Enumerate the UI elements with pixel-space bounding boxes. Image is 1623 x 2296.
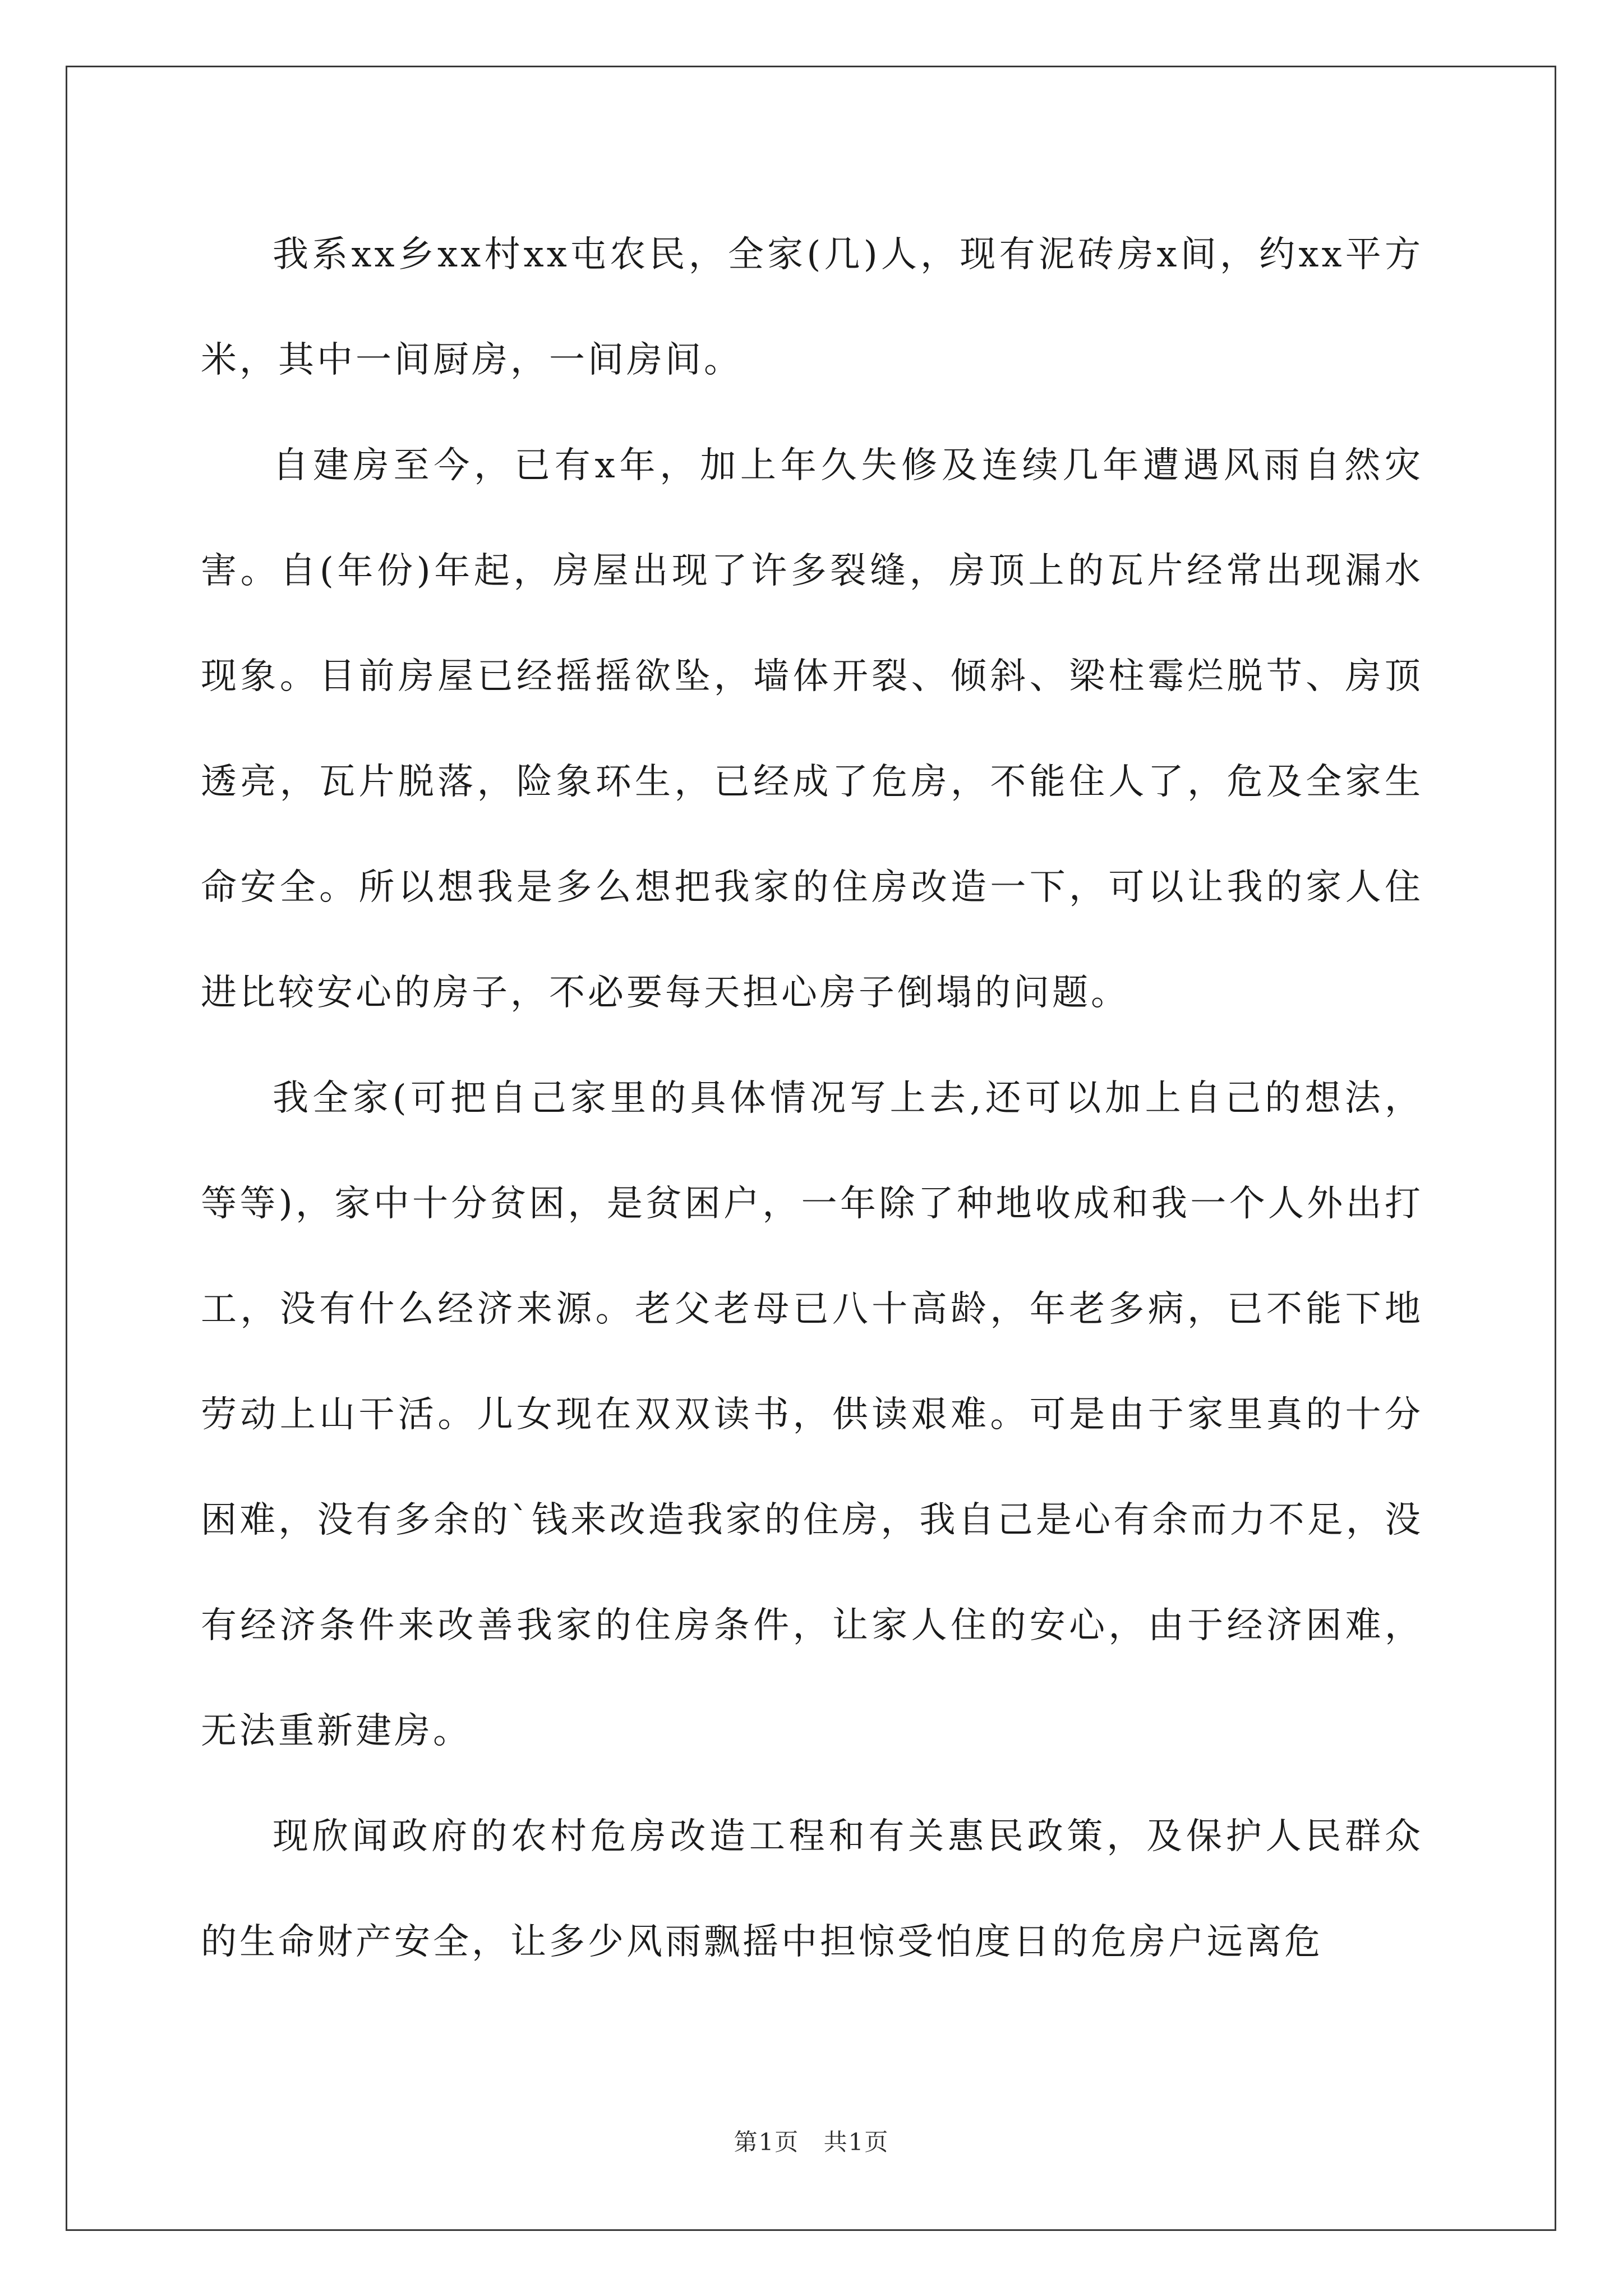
- paragraph-1: 我系xx乡xx村xx屯农民，全家(几)人，现有泥砖房x间，约xx平方米，其中一间厨房，一间房间。: [201, 234, 1423, 381]
- paragraph-3: 我全家(可把自己家里的具体情况写上去,还可以加上自己的想法，等等)，家中十分贫困，是贫困户，一年除了种地收成和我一个人外出打工，没有什么经济来源。老父老母已八十高龄，年老多病，已不能下地劳动上山干活。儿女现在双双读书，供读艰难。可是由于家里真的十分困难，没有多余的`钱来改造我家的住房，我自己是心有余而力不足，没有经济条件来改善我家的住房条件，让家人住的安心，由于经济困难，无法重新建房。: [201, 1078, 1423, 1752]
- page-number-total: 共1页: [823, 2128, 889, 2156]
- paragraph-4: 现欣闻政府的农村危房改造工程和有关惠民政策，及保护人民群众的生命财产安全，让多少风雨飘摇中担惊受怕度日的危房户远离危: [201, 1816, 1423, 1963]
- page-footer: [0, 2124, 1623, 2157]
- paragraph-2: 自建房至今，已有x年，加上年久失修及连续几年遭遇风雨自然灾害。自(年份)年起，房屋出现了许多裂缝，房顶上的瓦片经常出现漏水现象。目前房屋已经摇摇欲坠，墙体开裂、倾斜、梁柱霉烂脱节、房顶透亮，瓦片脱落，险象环生，已经成了危房，不能住人了，危及全家生命安全。所以想我是多么想把我家的住房改造一下，可以让我的家人住进比较安心的房子，不必要每天担心房子倒塌的问题。: [201, 445, 1423, 1014]
- page-number-current: 第1页: [734, 2128, 800, 2156]
- document-body: [201, 202, 1423, 1995]
